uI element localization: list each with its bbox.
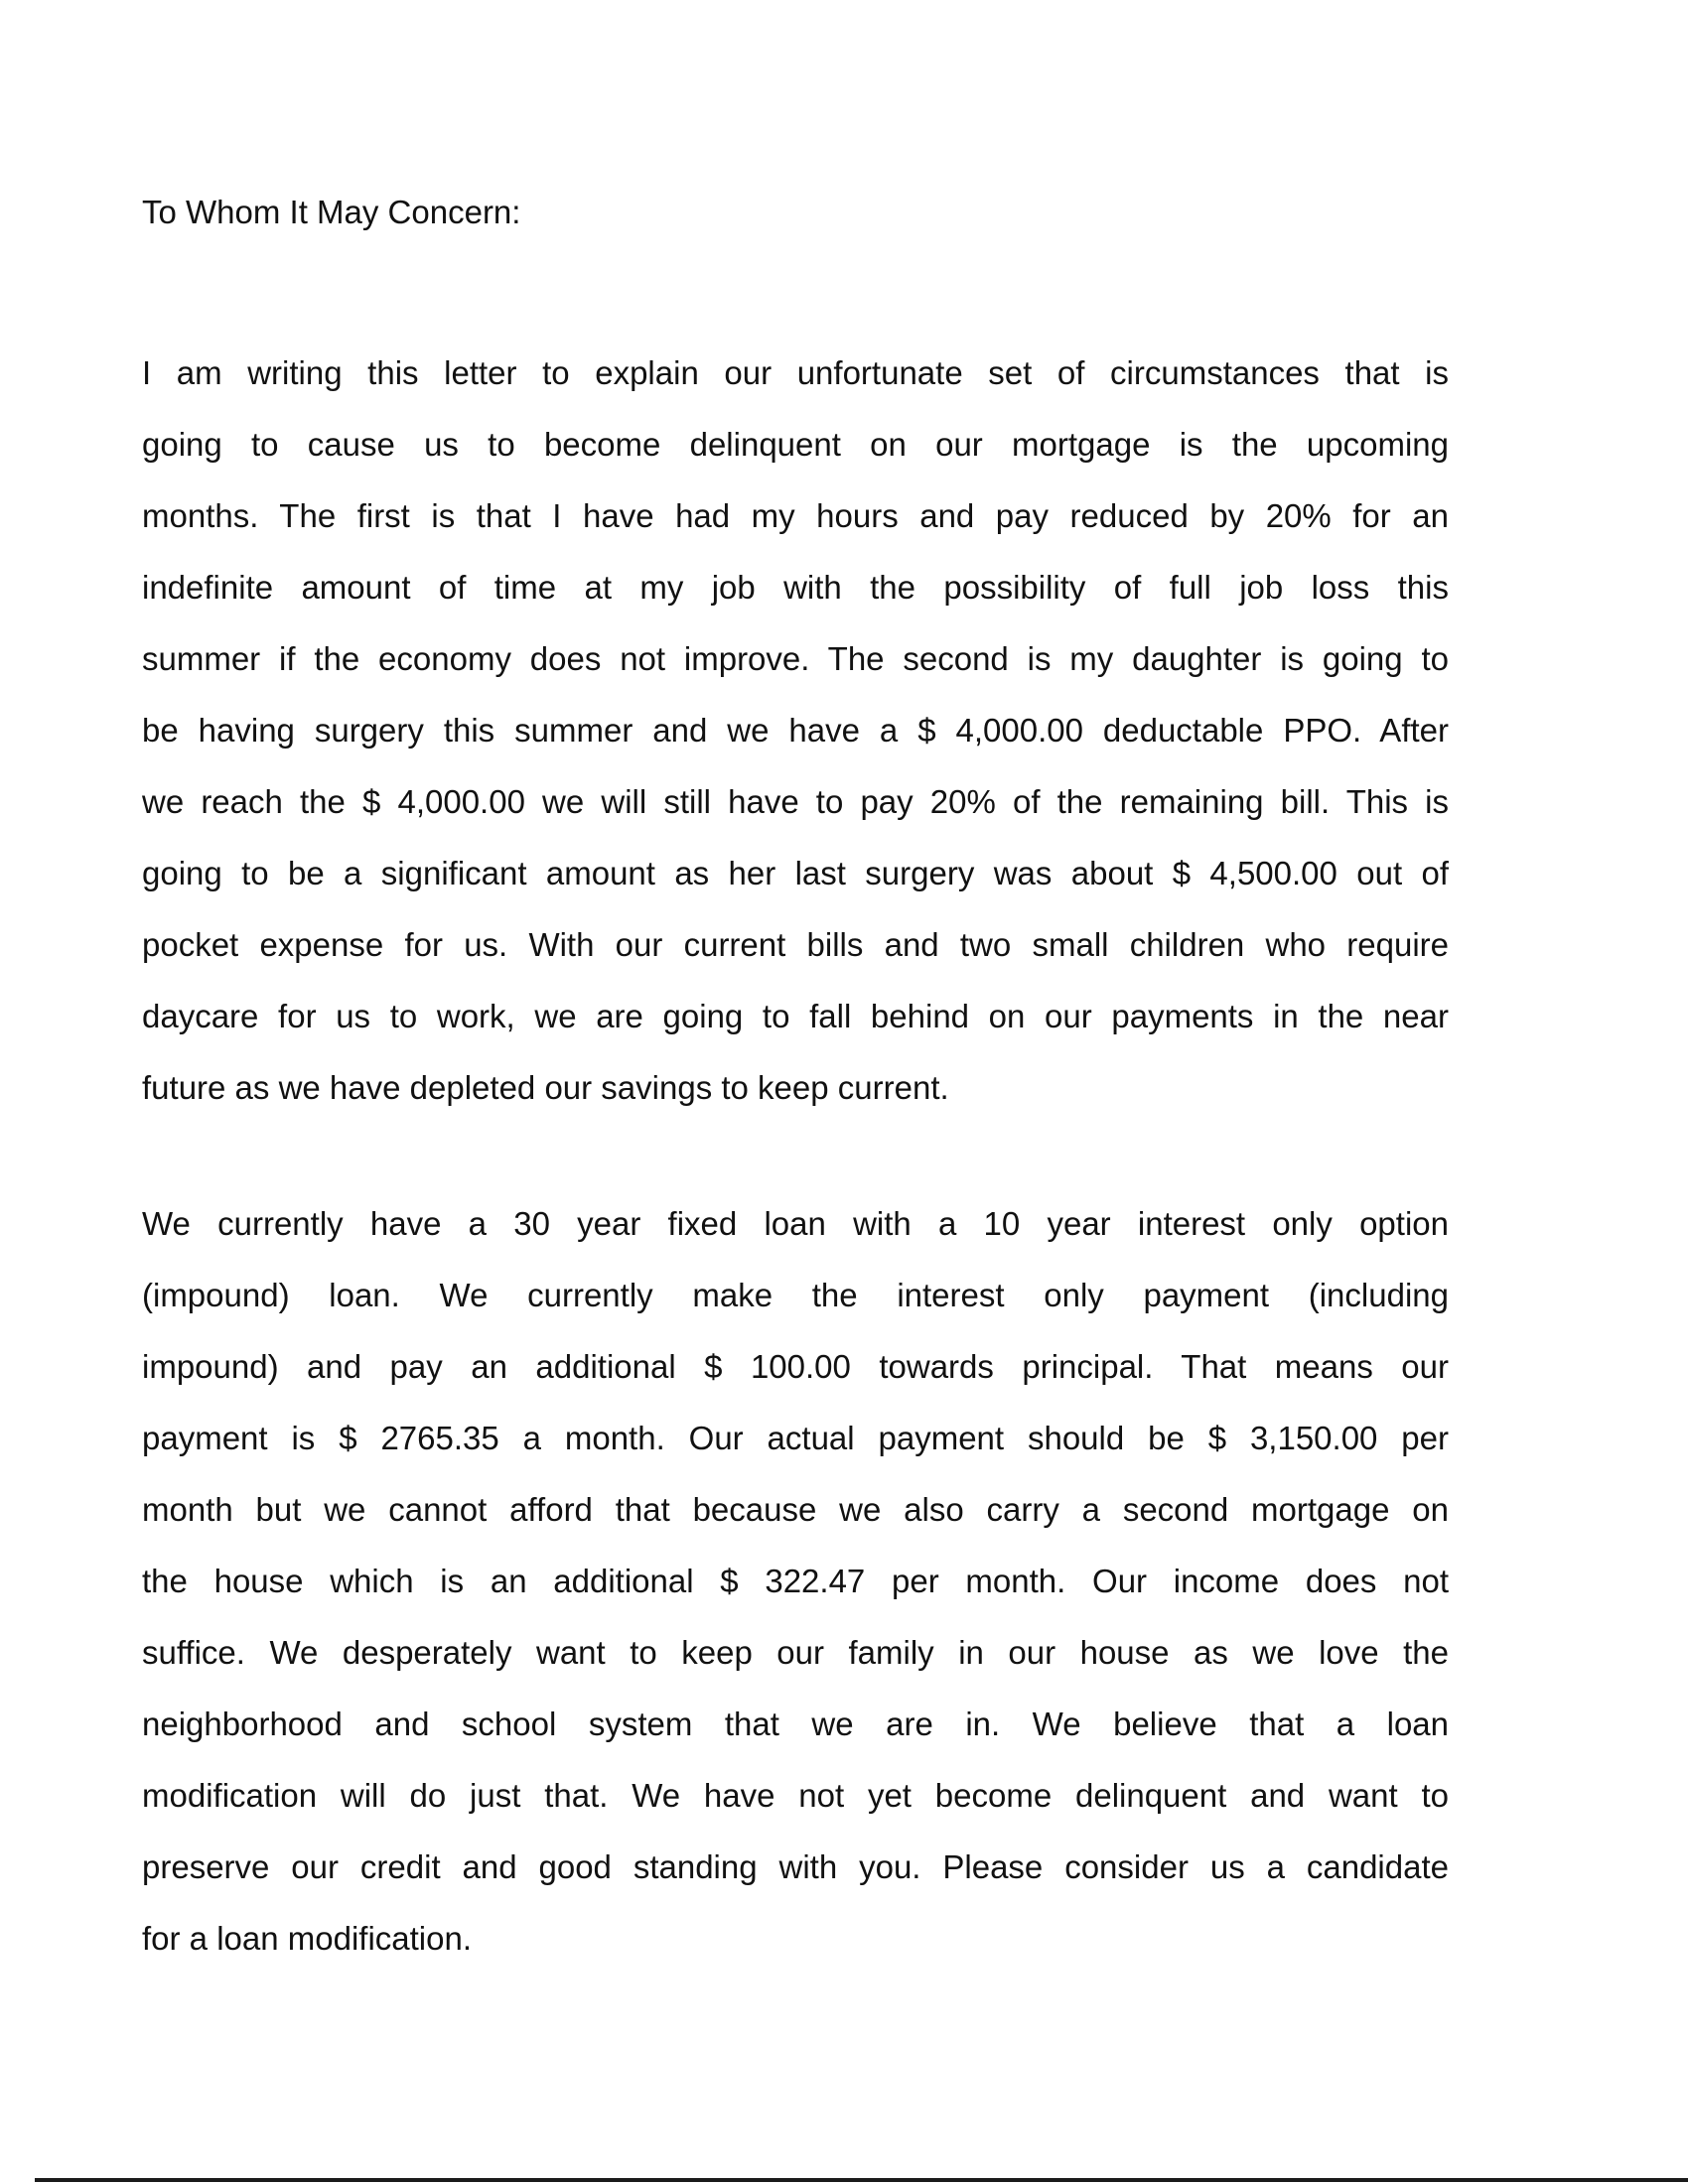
letter-line: be having surgery this summer and we have a $ 4,000.00 deductable PPO. After — [142, 712, 1449, 749]
letter-line: month but we cannot afford that because we also carry a second mortgage on — [142, 1491, 1449, 1528]
letter-line: daycare for us to work, we are going to fall behind on our payments in the near — [142, 998, 1449, 1034]
letter-line: pocket expense for us. With our current bills and two small children who require — [142, 926, 1449, 963]
letter-body — [142, 177, 1449, 1975]
letter-line: summer if the economy does not improve. The second is my daughter is going to — [142, 640, 1449, 677]
salutation: To Whom It May Concern: — [142, 194, 521, 230]
letter-line: We currently have a 30 year fixed loan with a 10 year interest only option — [142, 1205, 1449, 1242]
letter-line: neighborhood and school system that we are in. We believe that a loan — [142, 1706, 1449, 1742]
scan-artifact-line — [35, 2178, 1688, 2182]
letter-line: for a loan modification. — [142, 1920, 473, 1957]
letter-line: payment is $ 2765.35 a month. Our actual payment should be $ 3,150.00 per — [142, 1420, 1449, 1456]
letter-line: future as we have depleted our savings to keep current. — [142, 1069, 949, 1106]
letter-line: (impound) loan. We currently make the interest only payment (including — [142, 1277, 1449, 1313]
letter-line: going to be a significant amount as her last surgery was about $ 4,500.00 out of — [142, 855, 1449, 891]
paragraph-loan-details — [142, 1188, 1449, 1975]
letter-line: preserve our credit and good standing with you. Please consider us a candidate — [142, 1848, 1449, 1885]
letter-line: going to cause us to become delinquent on our mortgage is the upcoming — [142, 426, 1449, 463]
letter-line: modification will do just that. We have not yet become delinquent and want to — [142, 1777, 1449, 1814]
letter-line: indefinite amount of time at my job with the possibility of full job loss this — [142, 569, 1449, 606]
letter-line: impound) and pay an additional $ 100.00 towards principal. That means our — [142, 1348, 1449, 1385]
letter-line: months. The first is that I have had my hours and pay reduced by 20% for an — [142, 497, 1449, 534]
letter-line: I am writing this letter to explain our unfortunate set of circumstances that is — [142, 354, 1449, 391]
paragraph-hardship — [142, 338, 1449, 1124]
letter-line: suffice. We desperately want to keep our family in our house as we love the — [142, 1634, 1449, 1671]
letter-line: the house which is an additional $ 322.47 per month. Our income does not — [142, 1563, 1449, 1599]
letter-line: we reach the $ 4,000.00 we will still have to pay 20% of the remaining bill. This is — [142, 783, 1449, 820]
